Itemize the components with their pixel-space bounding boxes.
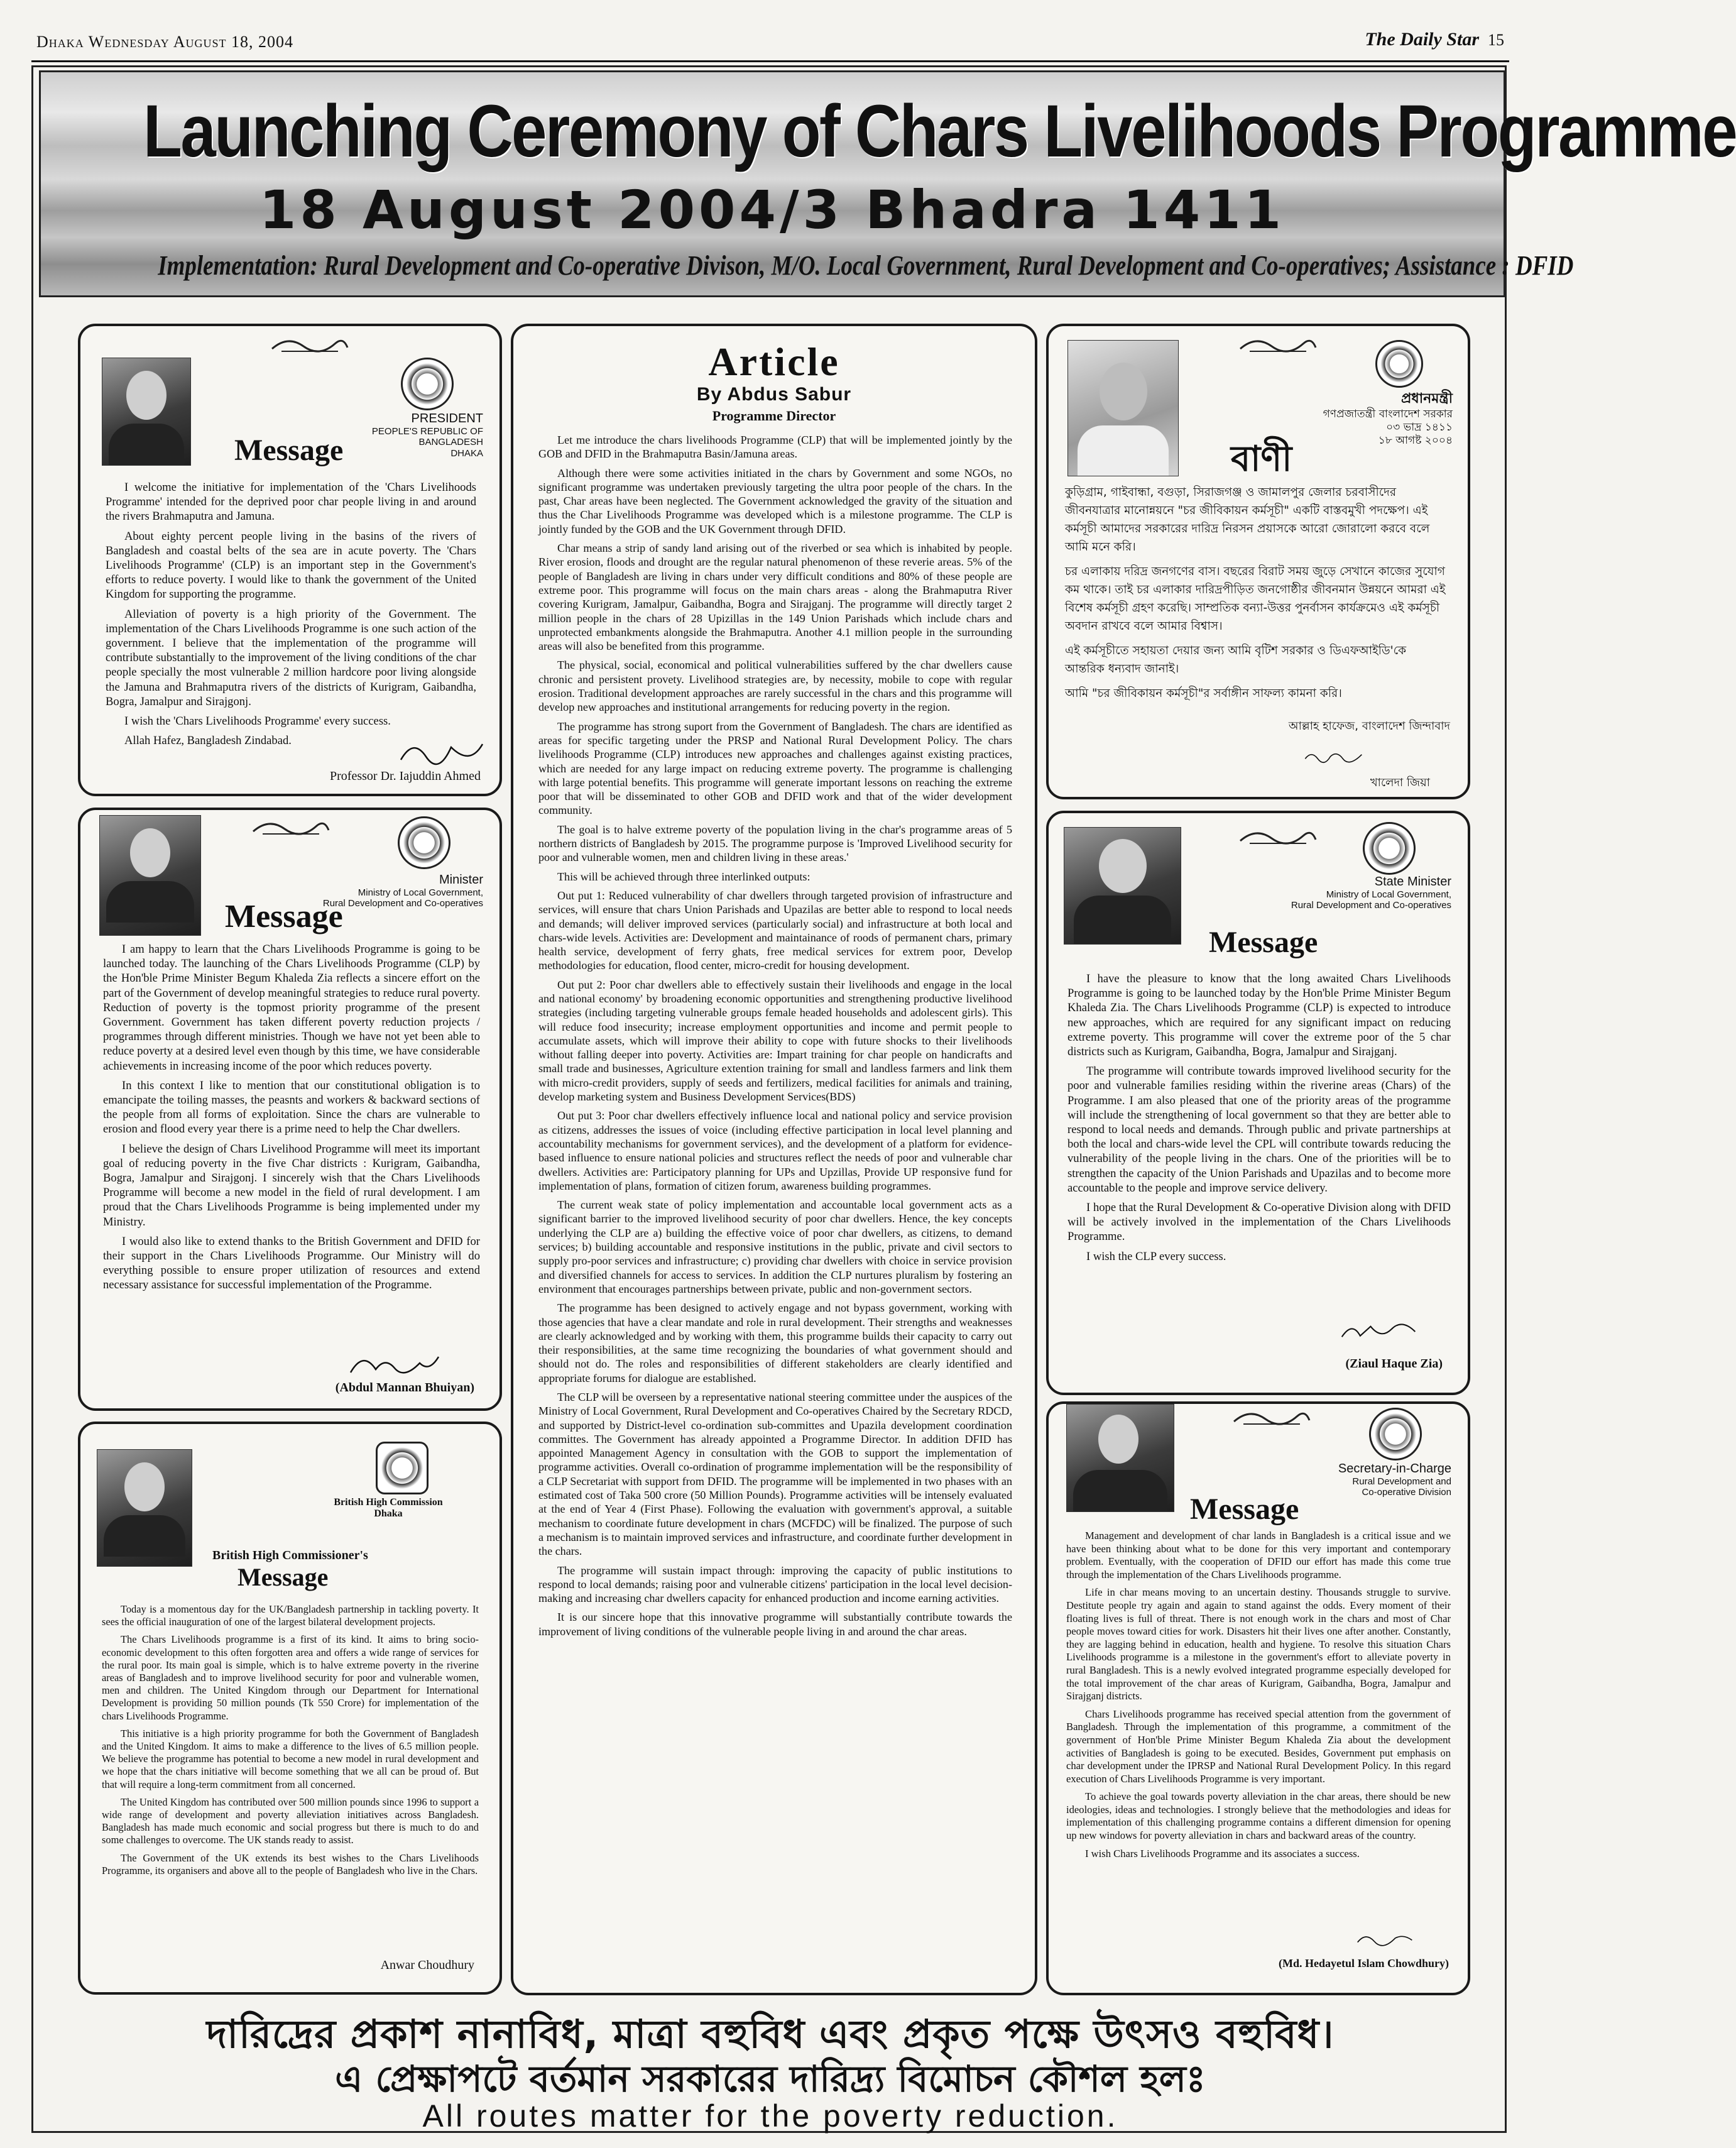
president-message-panel	[78, 324, 502, 796]
article-panel	[511, 324, 1037, 1995]
president-signature	[395, 735, 489, 772]
bangladesh-emblem-icon	[1375, 340, 1423, 388]
secretary-photo	[1066, 1404, 1174, 1512]
banner-title: Launching Ceremony of Chars Livelihoods Programme	[143, 90, 1736, 173]
government-emblem-icon	[398, 816, 450, 869]
article-author-role: Programme Director	[712, 408, 836, 424]
top-rule	[31, 60, 1509, 62]
footer-english-slogan: All routes matter for the poverty reduction.	[422, 2098, 1118, 2134]
president-message-body: I welcome the initiative for implementation of the 'Chars Livelihoods Programme' intended for the deprived poor char people living in and around the rivers Brahmaputra and Jamuna. About eighty percent people living in the basins of the rivers of Bangladesh and coastal belts of the sea are in acute poverty. The 'Chars Livelihoods Programme' (CLP) is an important step in the Government's efforts to reduce poverty. I would like to thank the government of the United Kingdom for supporting the programme. Alleviation of poverty is a high priority of the Government. The implementation of the Chars Livelihoods Programme is one such action of the government. I believe that the implementation of the programme will contribute substantially to the improvement of the living conditions of the char people specially the most vulnerable 2 million hardcore poor living alongside the Jamuna and Brahmaputra rivers of the districts of Kurigram, Gaibandha, Bogra, Jamalpur and Sirajgonj. I wish the 'Chars Livelihoods Programme' every success. Allah Hafez, Bangladesh Zindabad.	[106, 481, 476, 748]
state-minister-signatory: (Ziaul Haque Zia)	[1345, 1357, 1443, 1371]
british-high-commissioner-panel	[78, 1422, 502, 1995]
paper-name: The Daily Star	[1365, 29, 1479, 50]
state-minister-caption: State Minister Ministry of Local Government, Rural Development and Co-operatives	[1291, 875, 1451, 911]
banner-implementation: Implementation: Rural Development and Co-operative Divison, M/O. Local Government, Rural Development and Co-operatives; Assistance : DFID	[158, 250, 1574, 281]
british-message-title: Message	[237, 1563, 329, 1591]
government-emblem-icon	[1363, 822, 1416, 875]
bangladesh-emblem-icon	[401, 358, 454, 410]
bismillah-calligraphy-icon	[1231, 1405, 1313, 1427]
footer-bengali-line-2: এ প্রেক্ষাপটে বর্তমান সরকারের দারিদ্র্য বিমোচন কৌশল হলঃ	[335, 2058, 1206, 2100]
footer-bengali-line-1: দারিদ্রের প্রকাশ নানাবিধ, মাত্রা বহুবিধ এবং প্রকৃত পক্ষে উৎসও বহুবিধ।	[206, 2011, 1335, 2057]
state-minister-photo	[1064, 827, 1181, 945]
minister-message-panel	[78, 808, 502, 1411]
royal-coat-of-arms-icon	[376, 1442, 429, 1494]
secretary-signatory: (Md. Hedayetul Islam Chowdhury)	[1278, 1957, 1449, 1970]
bismillah-calligraphy-icon	[250, 815, 332, 836]
prime-minister-photo	[1067, 340, 1179, 476]
secretary-message-body: Management and development of char lands in Bangladesh is a critical issue and we have been thinking about what to be done for this very important and contemporary problem. Eventually, with the cooperation of DFID our effort has made this come true through the implementation of the Chars Livelihoods programme. Life in char means moving to an uncertain destiny. Thousands struggle to survive. Destitute people try again and again to stand against the odds. Every moment of their floating lives is full of threat. There is not enough work in the chars and most of Char people moves toward cities for work. Disasters hit their lives one after another. Constantly, they are lagging behind in education, health and hygiene. To resolve this situation Chars Livelihoods programme is a milestone in the government's effort to alleviate poverty in rural Bangladesh. This is a newly evolved integrated programme especially developed for the total improvement of the char areas of Kurigram, Gaibandha, Bogra, Jamalpur and Sirajganj districts. Chars Livelihoods programme has received special attention from the government of Bangladesh. Through the implementation of this programme, a commitment of the government of Hon'ble Prime Minister Begum Khaleda Zia about the development activities of Bangladesh is going to be executed. Besides, Government put emphasis on char development under the IPRSP and National Rural Development Policy. In this regard execution of Chars Livelihoods Programme is very important. To achieve the goal towards poverty alleviation in the char areas, there should be new ideologies, ideas and technologies. I strongly believe that the methodologies and ideas for implementation of this challenging programme contains a different dimension for opening up new windows for poverty alleviation in chars and backward areas of the country. I wish Chars Livelihoods Programme and its associates a success.	[1066, 1530, 1451, 1860]
secretary-signature	[1344, 1926, 1426, 1951]
article-body: Let me introduce the chars livelihoods Programme (CLP) that will be implemented jointly by the GOB and DFID in the Brahmaputra Basin/Jamuna areas. Although there were some activities initiated in the chars by Government and some NGOs, no significant programme was undertaken previously targeting the ultra poor people of the chars. In the past, Char areas have been neglected. The Government acknowledged the gravity of the situation and thus the Char Livelihoods Programme was developed which is a milestone programme. The CLP is jointly funded by the GOB and the UK Government through DFID. Char means a strip of sandy land arising out of the riverbed or sea which is inhabited by people. River erosion, floods and drought are the regular natural phenomenon of these reverie areas. 5% of the people of Bangladesh are living in chars under very difficult conditions and 80% of these people are extreme poor. This programme will focus on the main chars areas - along the Brahmaputra River covering Kurigram, Jamalpur, Gaibandha, Bogra and Sirajganj. The programme will directly target 2 million people in the chars of 28 Upizillas in the 149 Union Parishads which include chars and unprotected embankments alongside the Brahmaputra. Another 4.1 million people in the surrounding areas will also be benefited from this programme. The physical, social, economical and political vulnerabilities suffered by the char dwellers cause chronic and persistent provety. Livelihood strategies are, by necessity, mobile to cope with regular erosion. Traditional development approaches are rarely successful in the chars and this programme will develop new approaches and institutional arrangements for reducing poverty in the region. The programme has strong suport from the Government of Bangladesh. The chars are identified as areas for specific targeting under the PRSP and National Rural Development Policy. The chars livelihoods Programme (CLP) introduces new approaches and challenges against existing practices, which are needed for any large impact on reducing extreme poverty. The programme is challenging with large potential benefits. This programme will generate important lessons on reaching the extreme poor that will be disseminated to other GOB and DFID work and that of the wider development community. The goal is to halve extreme poverty of the population living in the char's programme areas of 5 northern districts of Bangladesh by 2015. The programme purpose is 'Improved Livelihood security for poor and vulnerable women, men and children living in these areas.' This will be achieved through three interlinked outputs: Out put 1: Reduced vulnerability of char dwellers through targeted provision of infrastructure and services, will ensure that chars Union Parishads and Upazilas are better able to respond to local needs and demands; will deliver improved services (particularly social) and infrastructure at both local and chars-wide levels. Activities are: Development and maintainance of roods of permanent chars, primary health service, development of ferry ghats, free medical services for extrem poor, Develop methodologies for education, flood center, micro-credit for housing development. Out put 2: Poor char dwellers able to effectively sustain their livelihoods and engage in the local and national economy' by broadening economic opportunities and strengthening productive livelihood strategies (including targeting vulnerable groups female headed households and adolescent girls). This will reduce food insecurity; increase employment opportunities and income and permit people to accumulate assets, which will improve their ability to cope with future shocks to their livelihoods without falling deeper into poverty. Activities are: Impart training for char people on handicrafts and small trade and businesses, Agriculture extention training for small and landless farmers and link them with micro-credit providers, supply of seeds and fertilizers, medical facilities for animals and training, develop marketing system and Business Development Services(BDS) Out put 3: Poor char dwellers effectively influence local and national policy and service provision as citizens, addresses the issues of voice (including effective participation in local level planning and accountability mechanisms for government services), and the development of a platform for evidence- based influence to ensure national policies and structures reflect the needs of poor and vulnerable char dwellers. Activities are: Participatory planning for UPs and Upzillas, Provide UP responsive fund for implementation of plans, formation of citizen forum, awareness building programmes. The current weak state of policy implementation and accountable local government acts as a significant barrier to the improved livelihood security of poor char dwellers. Hence, the key concepts underlying the CLP are a) building the effective voice of poor char dwellers, as citizens, to demand services; b) building accountable and responsive institutions in the public, private and civil sectors to supply pro-poor services and infrastructure; c) providing char dwellers with choice in service provision and diversified channels for access to services. In addition the CLP nurtures pluralism by fostering an environment that encourages partnerships between private, public and non-government sectors. The programme has been designed to actively engage and not bypass government, working with those agencies that have a clear mandate and role in rural development. Their strengths and weaknesses are clearly acknowledged and by working with them, this programme builds their capacity to carry out their responsibilities, at the same time recognizing the boundaries of what government should and should not do. The roles and responsibilities of different stakeholders are clearly identified and appropriate forums for dialogue are established. The CLP will be overseen by a representative national steering committee under the auspices of the Ministry of Local Government, Rural Development and Co-operatives Chaired by the Secretary RDCD, and supported by District-level co-ordination sub-committes and Upazila development coordination committes. The Government has already appointed a Programme Director. In addition DFID has appointed Management Agency in consultation with the GOB to support the implementation of programme activities. Overall co-ordination of programme implementation will be the responsibility of a CLP Secretariat with support from DFID. The programme will be implemented in two phases with an estimated cost of Taka 500 crore (50 Million Pounds). Programme activities will be intensely evaluated at the end of Year 4 (First Phase). Following the evaluation with government's approval, a suitable mechanism to coordinate future development in chars (MCFDC) will be finalized. The purpose of such a mechanism is to maintain improved services and infrastructure, and coordinate further development in the chars. The programme will sustain impact through: improving the capacity of public institutions to respond to local demands; raising poor and vulnerable citizens' participation in the local level decision-making and increasing char dwellers capacity for enhanced production and income earning activities. It is our sincere hope that this innovative programme will substantially contribute towards the improvement of living conditions of the vulnerable people living in and around the char areas.	[538, 434, 1012, 1638]
minister-message-title: Message	[225, 899, 343, 934]
president-signatory: Professor Dr. Iajuddin Ahmed	[330, 769, 481, 783]
state-minister-signature	[1325, 1316, 1432, 1347]
bismillah-calligraphy-icon	[1237, 332, 1319, 354]
page-number: 15	[1488, 31, 1504, 49]
masthead-paper	[1365, 29, 1504, 50]
bismillah-calligraphy-icon	[1237, 825, 1319, 846]
british-message-subtitle: British High Commissioner's	[212, 1548, 368, 1562]
secretary-message-title: Message	[1190, 1493, 1299, 1526]
state-minister-message-body: I have the pleasure to know that the long awaited Chars Livelihoods Programme is going to be launched today by the Hon'ble Prime Minister Begum Khaleda Zia. The Chars Livelihoods Programme (CLP) is expected to introduce new approaches, which are required for any significant impact on reducing extreme poverty. This programme will cover the extreme poor of the 5 char districts such as Kurigram, Gaibandha, Bogra, Jamalpur and Sirajganj. The programme will contribute towards improved livelihood security for the poor and vulnerable families residing within the riverine areas (Chars) of the Programme. I am also pleased that one of the priority areas of the programme will include the strengthening of local government so that they are better able to respond to local needs and demands. Through public and private partnerships at both the local and chars-wide level the CPL will contribute towards reducing the vulnerability of the people living in the chars. One of the priorities will be to strengthen the capacity of the Union Parishads and Upazilas and to become more accountable to the people and improve service delivery. I hope that the Rural Development & Co-operative Division along with DFID will be actively involved in the implementation of the Chars Livelihoods Programme. I wish the CLP every success.	[1067, 972, 1451, 1263]
secretary-message-panel	[1046, 1401, 1470, 1995]
prime-minister-bani-panel	[1046, 324, 1470, 799]
bismillah-calligraphy-icon	[269, 332, 351, 354]
minister-signature	[332, 1344, 457, 1382]
prime-minister-signature	[1281, 744, 1388, 769]
british-signatory: Anwar Choudhury	[380, 1958, 474, 1972]
british-high-commissioner-photo	[97, 1449, 192, 1567]
minister-signatory: (Abdul Mannan Bhuiyan)	[335, 1381, 474, 1395]
minister-photo	[99, 815, 201, 936]
british-caption: British High Commission Dhaka	[334, 1497, 443, 1520]
prime-minister-signatory: খালেদা জিয়া	[1370, 776, 1430, 789]
prime-minister-bani-body: কুড়িগ্রাম, গাইবান্ধা, বগুড়া, সিরাজগঞ্জ ও জামালপুর জেলার চরবাসীদের জীবনযাত্রার মানোন্নয়নে "চর জীবিকায়ন কর্মসূচী" একটি বাস্তবমুখী পদক্ষেপ। এই কর্মসূচী আমাদের সরকারের দারিদ্র নিরসন প্রয়াসকে আরো জোরালো করবে বলে আমি মনে করি। চর এলাকায় দরিদ্র জনগণের বাস। বছরের বিরাট সময় জুড়ে সেখানে কাজের সুযোগ কম থাকে। তাই চর এলাকার দারিদ্রপীড়িত জনগোষ্ঠীর জীবনমান উন্নয়নে আমরা এই বিশেষ কর্মসূচী গ্রহণ করেছি। সাম্প্রতিক বন্যা-উত্তর পুনর্বাসন কার্যক্রমেও এই কর্মসূচী অবদান রাখবে বলে আমার বিশ্বাস। এই কর্মসূচীতে সহায়তা দেয়ার জন্য আমি বৃটিশ সরকার ও ডিএফআইডি'কে আন্তরিক ধন্যবাদ জানাই। আমি "চর জীবিকায়ন কর্মসূচী"র সর্বাঙ্গীন সাফল্য কামনা করি।	[1065, 486, 1446, 700]
article-byline: By Abdus Sabur	[696, 384, 852, 405]
minister-caption: Minister Ministry of Local Government, Rural Development and Co-operatives	[322, 873, 483, 909]
article-title: Article	[708, 339, 840, 384]
secretary-caption: Secretary-in-Charge Rural Development and Co-operative Division	[1338, 1462, 1451, 1498]
banner	[39, 70, 1736, 297]
president-caption: PRESIDENT PEOPLE'S REPUBLIC OF BANGLADESH DHAKA	[371, 412, 483, 459]
minister-message-body: I am happy to learn that the Chars Livelihoods Programme is going to be launched today. The launching of the Chars Livelihoods Programme (CLP) by the Hon'ble Prime Minister Begum Khaleda Zia reflects a sincere effort on the part of the Government of develop meaningful strategies to reduce rural poverty. Reduction of poverty is the topmost priority programme of the present Government. Government has taken different poverty reduction projects / programmes through different ministries. Though we have not yet been able to reduce poverty at a desired level even though by this time, we have considerable achievements in increasing income of the poor which reduces poverty. In this context I like to mention that our constitutional obligation is to emancipate the toiling masses, the peasnts and workers & backward sections of the people from all forms of exploitation. Since the chars are vulnerable to erosion and flood every year there is a prime need to help the Char dwellers. I believe the design of Chars Livelihood Programme will meet its important goal of reducing poverty in the five Char districts : Kurigram, Gaibandha, Bogra, Jamalpur and Sirajgonj. I sincerely wish that the Chars Livelihoods Programme will become a new model in the field of rural development. I am proud that the Chars Livelihoods Programme is being implemented under my Ministry. I would also like to extend thanks to the British Government and DFID for their support in the Chars Livelihoods Programme. Our Ministry will do everything possible to ensure proper utilization of resources and extend necessary assistance for successful implementation of the Programme.	[103, 943, 480, 1292]
government-emblem-icon	[1369, 1408, 1422, 1460]
prime-minister-caption: প্রধানমন্ত্রী গণপ্রজাতন্ত্রী বাংলাদেশ সরকার ০৩ ভাদ্র ১৪১১ ১৮ আগষ্ট ২০০৪	[1323, 391, 1453, 447]
president-photo	[102, 358, 191, 466]
banner-date: 18 August 2004/3 Bhadra 1411	[259, 179, 1286, 241]
president-message-title: Message	[234, 434, 344, 467]
state-minister-message-title: Message	[1209, 926, 1318, 959]
british-message-body: Today is a momentous day for the UK/Bangladesh partnership in tackling poverty. It sees the official inauguration of one of the largest bilateral development projects. The Chars Livelihoods programme is a first of its kind. It aims to bring socio-economic development to this often forgotten area and offers a wide range of services for the rural poor. Its main goal is simple, which is to halve extreme poverty in the riverine areas of Bangladesh and to improve livelihood security for poor and vulnerable women, men and children. The United Kingdom through our Department for International Development is providing 50 million pounds (Tk 550 Crore) for implementation of the chars Livelihoods Programme. This initiative is a high priority programme for both the Government of Bangladesh and the United Kingdom. It aims to make a difference to the lives of 6.5 million people. We believe the programme has potential to become a new model in rural development and we hope that the chars initiative will become something that we all can be proud of. But that will require a long-term commitment from all concerned. The United Kingdom has contributed over 500 million pounds since 1996 to support a wide range of development and poverty alleviation initiatives across Bangladesh. Bangladesh has made much economic and social progress but there is much to do and some challenges to overcome. The UK stands ready to assist. The Government of the UK extends its best wishes to the Chars Livelihoods Programme, its organisers and above all to the people of Bangladesh who live in the Chars.	[102, 1603, 479, 1877]
state-minister-message-panel	[1046, 811, 1470, 1395]
masthead-dateline: Dhaka Wednesday August 18, 2004	[36, 33, 294, 51]
prime-minister-closing: আল্লাহ হাফেজ, বাংলাদেশ জিন্দাবাদ	[1288, 720, 1450, 733]
prime-minister-bani-title: বাণী	[1231, 440, 1292, 479]
